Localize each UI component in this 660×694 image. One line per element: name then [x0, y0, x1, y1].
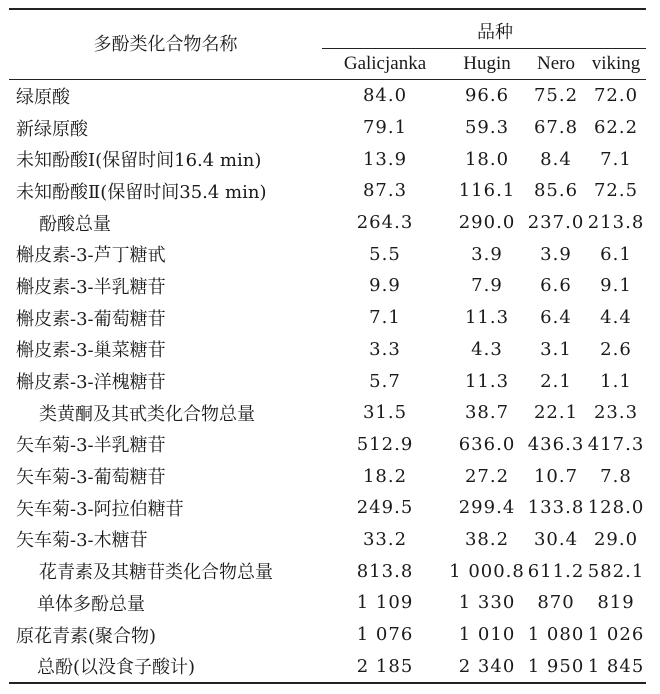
variety-header-nero: Nero: [526, 49, 586, 80]
value-cell: 7.8: [600, 465, 632, 487]
value-cell: 6.6: [540, 275, 572, 297]
value-cell: 299.4: [458, 497, 516, 519]
value-cell: 819: [597, 592, 635, 614]
table-row: [9, 492, 646, 524]
value-cell: 6.4: [540, 307, 572, 329]
value-cell: 1 026: [587, 624, 645, 646]
value-cell: 7.1: [600, 148, 632, 170]
value-cell: 4.4: [600, 307, 632, 329]
value-cell: 23.3: [593, 402, 639, 424]
value-cell: 4.3: [471, 338, 503, 360]
variety-header-galicjanka: Galicjanka: [322, 49, 448, 80]
value-cell: 9.1: [600, 275, 632, 297]
value-cell: 512.9: [356, 433, 414, 455]
value-cell: 72.5: [593, 180, 639, 202]
value-cell: 5.7: [369, 370, 401, 392]
table-row-subtotal: [9, 207, 646, 239]
value-cell: 87.3: [362, 180, 408, 202]
table-row: [9, 302, 646, 334]
value-cell: 611.2: [527, 560, 585, 582]
header-row-1: [9, 9, 646, 49]
table-row: [9, 112, 646, 144]
value-cell: 96.6: [464, 85, 510, 107]
variety-header-viking: viking: [586, 49, 646, 80]
compound-name: 槲皮素-3-半乳糖苷: [16, 276, 166, 298]
value-cell: 84.0: [362, 85, 408, 107]
compound-name: 绿原酸: [16, 86, 70, 108]
value-cell: 813.8: [356, 560, 414, 582]
value-cell: 18.0: [464, 148, 510, 170]
value-cell: 67.8: [533, 117, 579, 139]
table-row: [9, 365, 646, 397]
value-cell: 10.7: [533, 465, 579, 487]
value-cell: 33.2: [362, 528, 408, 550]
compound-name: 槲皮素-3-芦丁糖甙: [16, 245, 166, 267]
value-cell: 13.9: [362, 148, 408, 170]
value-cell: 249.5: [356, 497, 414, 519]
compound-name: 类黄酮及其甙类化合物总量: [39, 403, 255, 425]
value-cell: 29.0: [593, 528, 639, 550]
table-header: [9, 9, 646, 80]
value-cell: 264.3: [356, 212, 414, 234]
value-cell: 31.5: [362, 402, 408, 424]
value-cell: 11.3: [464, 370, 510, 392]
table-row-subtotal: [9, 587, 646, 619]
table-row: [9, 80, 646, 112]
value-cell: 128.0: [587, 497, 645, 519]
table-row-subtotal: [9, 650, 646, 683]
compound-name: 总酚(以没食子酸计): [9, 650, 322, 683]
value-cell: 79.1: [362, 117, 408, 139]
value-cell: 133.8: [527, 497, 585, 519]
table-row: [9, 143, 646, 175]
compound-name: 槲皮素-3-葡萄糖苷: [16, 308, 166, 330]
value-cell: 2 340: [448, 650, 526, 683]
value-cell: 6.1: [600, 243, 632, 265]
value-cell: 9.9: [369, 275, 401, 297]
value-cell: 1 109: [356, 592, 414, 614]
value-cell: 5.5: [369, 243, 401, 265]
value-cell: 75.2: [533, 85, 579, 107]
table-row: [9, 460, 646, 492]
value-cell: 8.4: [540, 148, 572, 170]
value-cell: 417.3: [587, 433, 645, 455]
value-cell: 1 076: [356, 624, 414, 646]
value-cell: 38.2: [464, 528, 510, 550]
value-cell: 436.3: [527, 433, 585, 455]
value-cell: 62.2: [593, 117, 639, 139]
compound-name: 矢车菊-3-葡萄糖苷: [16, 467, 166, 489]
compound-name: 未知酚酸Ⅰ(保留时间16.4 min): [16, 150, 262, 172]
compound-name: 矢车菊-3-木糖苷: [16, 530, 148, 552]
variety-group-header: 品种: [322, 9, 646, 49]
value-cell: 1 000.8: [449, 560, 525, 582]
value-cell: 237.0: [527, 212, 585, 234]
compound-name: 未知酚酸Ⅱ(保留时间35.4 min): [16, 181, 267, 203]
value-cell: 290.0: [458, 212, 516, 234]
value-cell: 870: [537, 592, 575, 614]
compound-name: 矢车菊-3-阿拉伯糖苷: [16, 498, 184, 520]
value-cell: 2 185: [322, 650, 448, 683]
compound-name: 花青素及其糖苷类化合物总量: [39, 562, 273, 584]
value-cell: 11.3: [464, 307, 510, 329]
table-body: [9, 80, 646, 684]
value-cell: 3.1: [540, 338, 572, 360]
value-cell: 3.9: [540, 243, 572, 265]
table-row-subtotal: [9, 397, 646, 429]
value-cell: 3.9: [471, 243, 503, 265]
compound-name: 新绿原酸: [16, 118, 88, 140]
table-row-subtotal: [9, 555, 646, 587]
value-cell: 3.3: [369, 338, 401, 360]
table-row: [9, 334, 646, 366]
variety-header-hugin: Hugin: [448, 49, 526, 80]
value-cell: 1 950: [526, 650, 586, 683]
value-cell: 1 010: [458, 624, 516, 646]
value-cell: 1.1: [600, 370, 632, 392]
value-cell: 2.6: [600, 338, 632, 360]
table-row: [9, 175, 646, 207]
value-cell: 30.4: [533, 528, 579, 550]
value-cell: 116.1: [458, 180, 516, 202]
compound-name: 矢车菊-3-半乳糖苷: [16, 435, 166, 457]
value-cell: 27.2: [464, 465, 510, 487]
compound-name: 原花青素(聚合物): [16, 625, 157, 647]
table-row: [9, 238, 646, 270]
value-cell: 1 845: [586, 650, 646, 683]
value-cell: 22.1: [533, 402, 579, 424]
value-cell: 1 330: [458, 592, 516, 614]
value-cell: 7.9: [471, 275, 503, 297]
value-cell: 582.1: [587, 560, 645, 582]
compound-name: 单体多酚总量: [37, 593, 145, 615]
value-cell: 213.8: [587, 212, 645, 234]
value-cell: 72.0: [593, 85, 639, 107]
value-cell: 636.0: [458, 433, 516, 455]
value-cell: 18.2: [362, 465, 408, 487]
polyphenol-table: [9, 8, 646, 684]
compound-name: 槲皮素-3-巢菜糖苷: [16, 340, 166, 362]
name-column-header: 多酚类化合物名称: [9, 9, 322, 80]
value-cell: 7.1: [369, 307, 401, 329]
value-cell: 2.1: [540, 370, 572, 392]
table-row: [9, 619, 646, 651]
table-row: [9, 429, 646, 461]
value-cell: 85.6: [533, 180, 579, 202]
value-cell: 1 080: [527, 624, 585, 646]
value-cell: 59.3: [464, 117, 510, 139]
table-row: [9, 270, 646, 302]
table-row: [9, 524, 646, 556]
value-cell: 38.7: [464, 402, 510, 424]
compound-name: 槲皮素-3-洋槐糖苷: [16, 372, 166, 394]
compound-name: 酚酸总量: [39, 213, 111, 235]
